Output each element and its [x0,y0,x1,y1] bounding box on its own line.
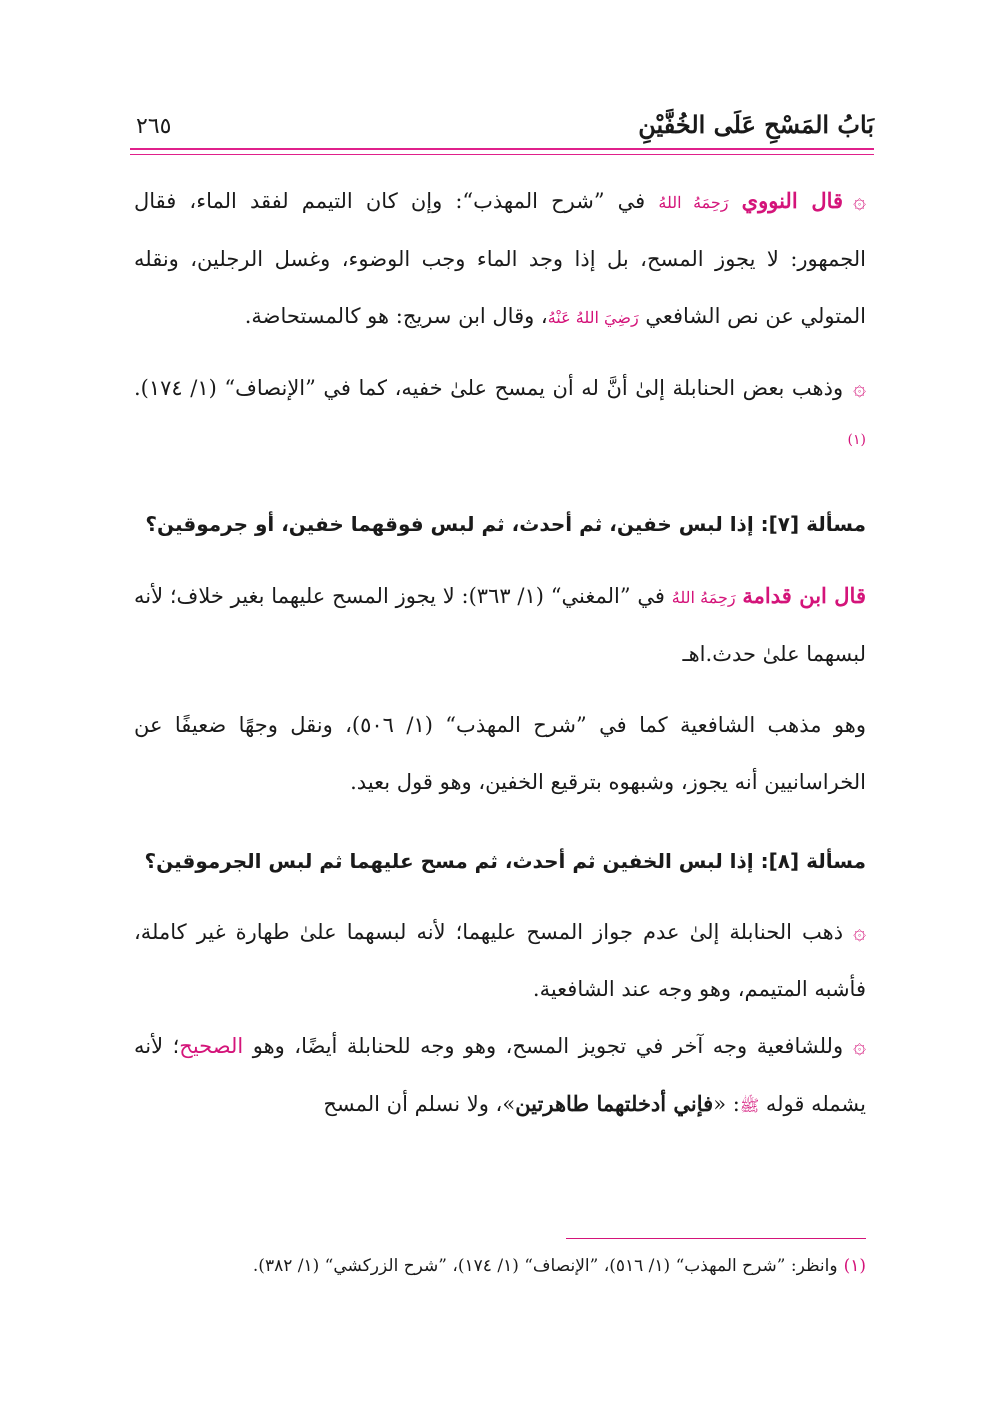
page-body [134,172,866,1134]
paragraph-text: ؛ لأنه يشمله قوله [134,1034,866,1116]
paragraph-text: وذهب بعض الحنابلة إلىٰ أنَّ له أن يمسح علىٰ خفيه، كما في ”الإنصاف“ (١/ ١٧٤). [134,376,844,400]
paragraph-text: ، وقال ابن سريج: هو كالمستحاضة. [244,304,548,328]
running-title: بَابُ المَسْحِ عَلَى الخُفَّيْنِ [638,110,874,139]
paragraph-hanabila-2 [134,904,866,1018]
paragraph-text: وهو مذهب الشافعية كما في ”شرح المهذب“ (١/ ٥٠٦)، ونقل وجهًا ضعيفًا عن الخراسانيين أنه يجوز، وشبهوه بترقيع الخفين، وهو قول بعيد. [134,713,866,794]
question-text: إذا لبس الخفين ثم أحدث، ثم مسح عليهما ثم لبس الجرموقين؟ [144,849,754,873]
honorific: رَحِمَهُ اللهُ [671,588,736,607]
ornament-icon: ۞ [853,920,866,945]
paragraph-hanabila [134,360,866,474]
footnote-ref[interactable]: (١) [847,432,866,448]
header-rule-thin [130,154,874,155]
paragraph-text: ذهب الحنابلة إلىٰ عدم جواز المسح عليهما؛ لأنه لبسهما علىٰ طهارة غير كاملة، فأشبه المتيمم، وهو وجه عند الشافعية. [134,920,866,1001]
paragraph-shafiiyya-2 [134,1018,866,1134]
paragraph-text: : « [713,1092,740,1116]
question-label: مسألة [٧]: [760,512,866,536]
honorific: رَضِيَ اللهُ عَنْهُ [547,308,639,327]
question-8 [134,833,866,890]
header-rule [130,148,874,150]
paragraph-text: »، ولا نسلم أن المسح [323,1092,516,1116]
question-text: إذا لبس خفين، ثم أحدث، ثم لبس فوقهما خفين، أو جرموقين؟ [145,512,754,536]
honorific: رَحِمَهُ اللهُ [658,193,729,212]
ornament-icon: ۞ [853,189,866,214]
paragraph-text: في ”شرح المهذب“: وإن كان التيمم لفقد الماء، فقال الجمهور: لا يجوز المسح، بل إذا وجد الماء وجب الوضوء، وغسل الرجلين، ونقله المتولي عن نص الشافعي [134,189,866,328]
paragraph-text: وللشافعية وجه آخر في تجويز المسح، وهو وجه للحنابلة أيضًا، وهو [252,1034,844,1058]
paragraph-shafiiyya [134,697,866,811]
page-number: ٢٦٥ [136,114,172,139]
paragraph-nawawi [134,172,866,346]
footnote-text: وانظر: ”شرح المهذب“ (١/ ٥١٦)، ”الإنصاف“ (١/ ١٧٤)، ”شرح الزركشي“ (١/ ٣٨٢). [252,1256,838,1276]
paragraph-ibn-qudama [134,567,866,683]
paragraph-text: في ”المغني“ (١/ ٣٦٣): لا يجوز المسح عليهما بغير خلاف؛ لأنه لبسهما علىٰ حدث.اهـ [134,584,866,666]
footnote-rule [566,1238,866,1239]
question-7 [134,496,866,553]
footnote-number: (١) [843,1256,866,1276]
ornament-icon: ۞ [853,376,866,401]
speaker-name: قال ابن قدامة [742,583,866,608]
footnote [134,1252,866,1280]
hadith-quote: فإني أدخلتهما طاهرتين [515,1091,714,1116]
salawat: ﷺ [739,1096,760,1115]
ornament-icon: ۞ [853,1034,866,1059]
question-label: مسألة [٨]: [760,849,866,873]
speaker-name: قال النووي [741,188,844,213]
page-header [130,100,874,150]
sahih-word: الصحيح [179,1034,244,1058]
